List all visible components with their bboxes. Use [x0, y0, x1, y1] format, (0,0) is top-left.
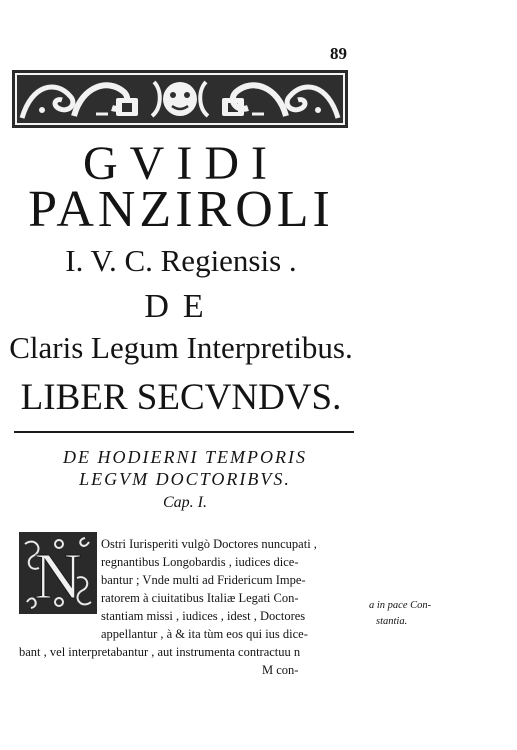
author-surname: PANZIROLI	[28, 181, 334, 238]
page-number: 89	[330, 44, 347, 63]
initial-letter-glyph: N	[34, 540, 82, 613]
margin-note-line-2: stantia.	[376, 616, 408, 627]
author-credential: I. V. C. Regiensis .	[65, 243, 297, 278]
chapter-title-line-1: DE HODIERNI TEMPORIS	[63, 447, 307, 467]
horizontal-rule	[14, 431, 354, 433]
decorated-initial-letter	[19, 532, 97, 614]
catchword-line: M con-	[262, 663, 299, 677]
body-line-4: ratorem à ciuitatibus Italiæ Legati Con-	[101, 591, 299, 605]
body-line-1: Ostri Iurisperiti vulgò Doctores nuncupati ,	[101, 537, 317, 551]
title-preposition: DE	[144, 288, 218, 325]
margin-note-line-1: a in pace Con-	[369, 600, 432, 611]
chapter-title-line-2: LEGVM DOCTORIBVS.	[79, 469, 291, 489]
decorative-headpiece	[12, 70, 348, 128]
body-line-5: stantiam missi , iudices , idest , Doctores	[101, 609, 306, 623]
author-first-name: GVIDI	[83, 137, 279, 190]
body-line-3: bantur ; Vnde multi ad Fridericum Impe-	[101, 573, 306, 587]
work-subject: Claris Legum Interpretibus.	[9, 330, 353, 365]
body-line-6: appellantur , à & ita tùm eos qui ius dice-	[101, 627, 308, 641]
body-line-2: regnantibus Longobardis , iudices dice-	[101, 555, 299, 569]
body-line-7: bant , vel interpretabantur , aut instrumenta contractuu n	[19, 645, 301, 659]
book-heading: LIBER SECVNDVS.	[20, 377, 342, 418]
chapter-number: Cap. I.	[163, 494, 207, 511]
